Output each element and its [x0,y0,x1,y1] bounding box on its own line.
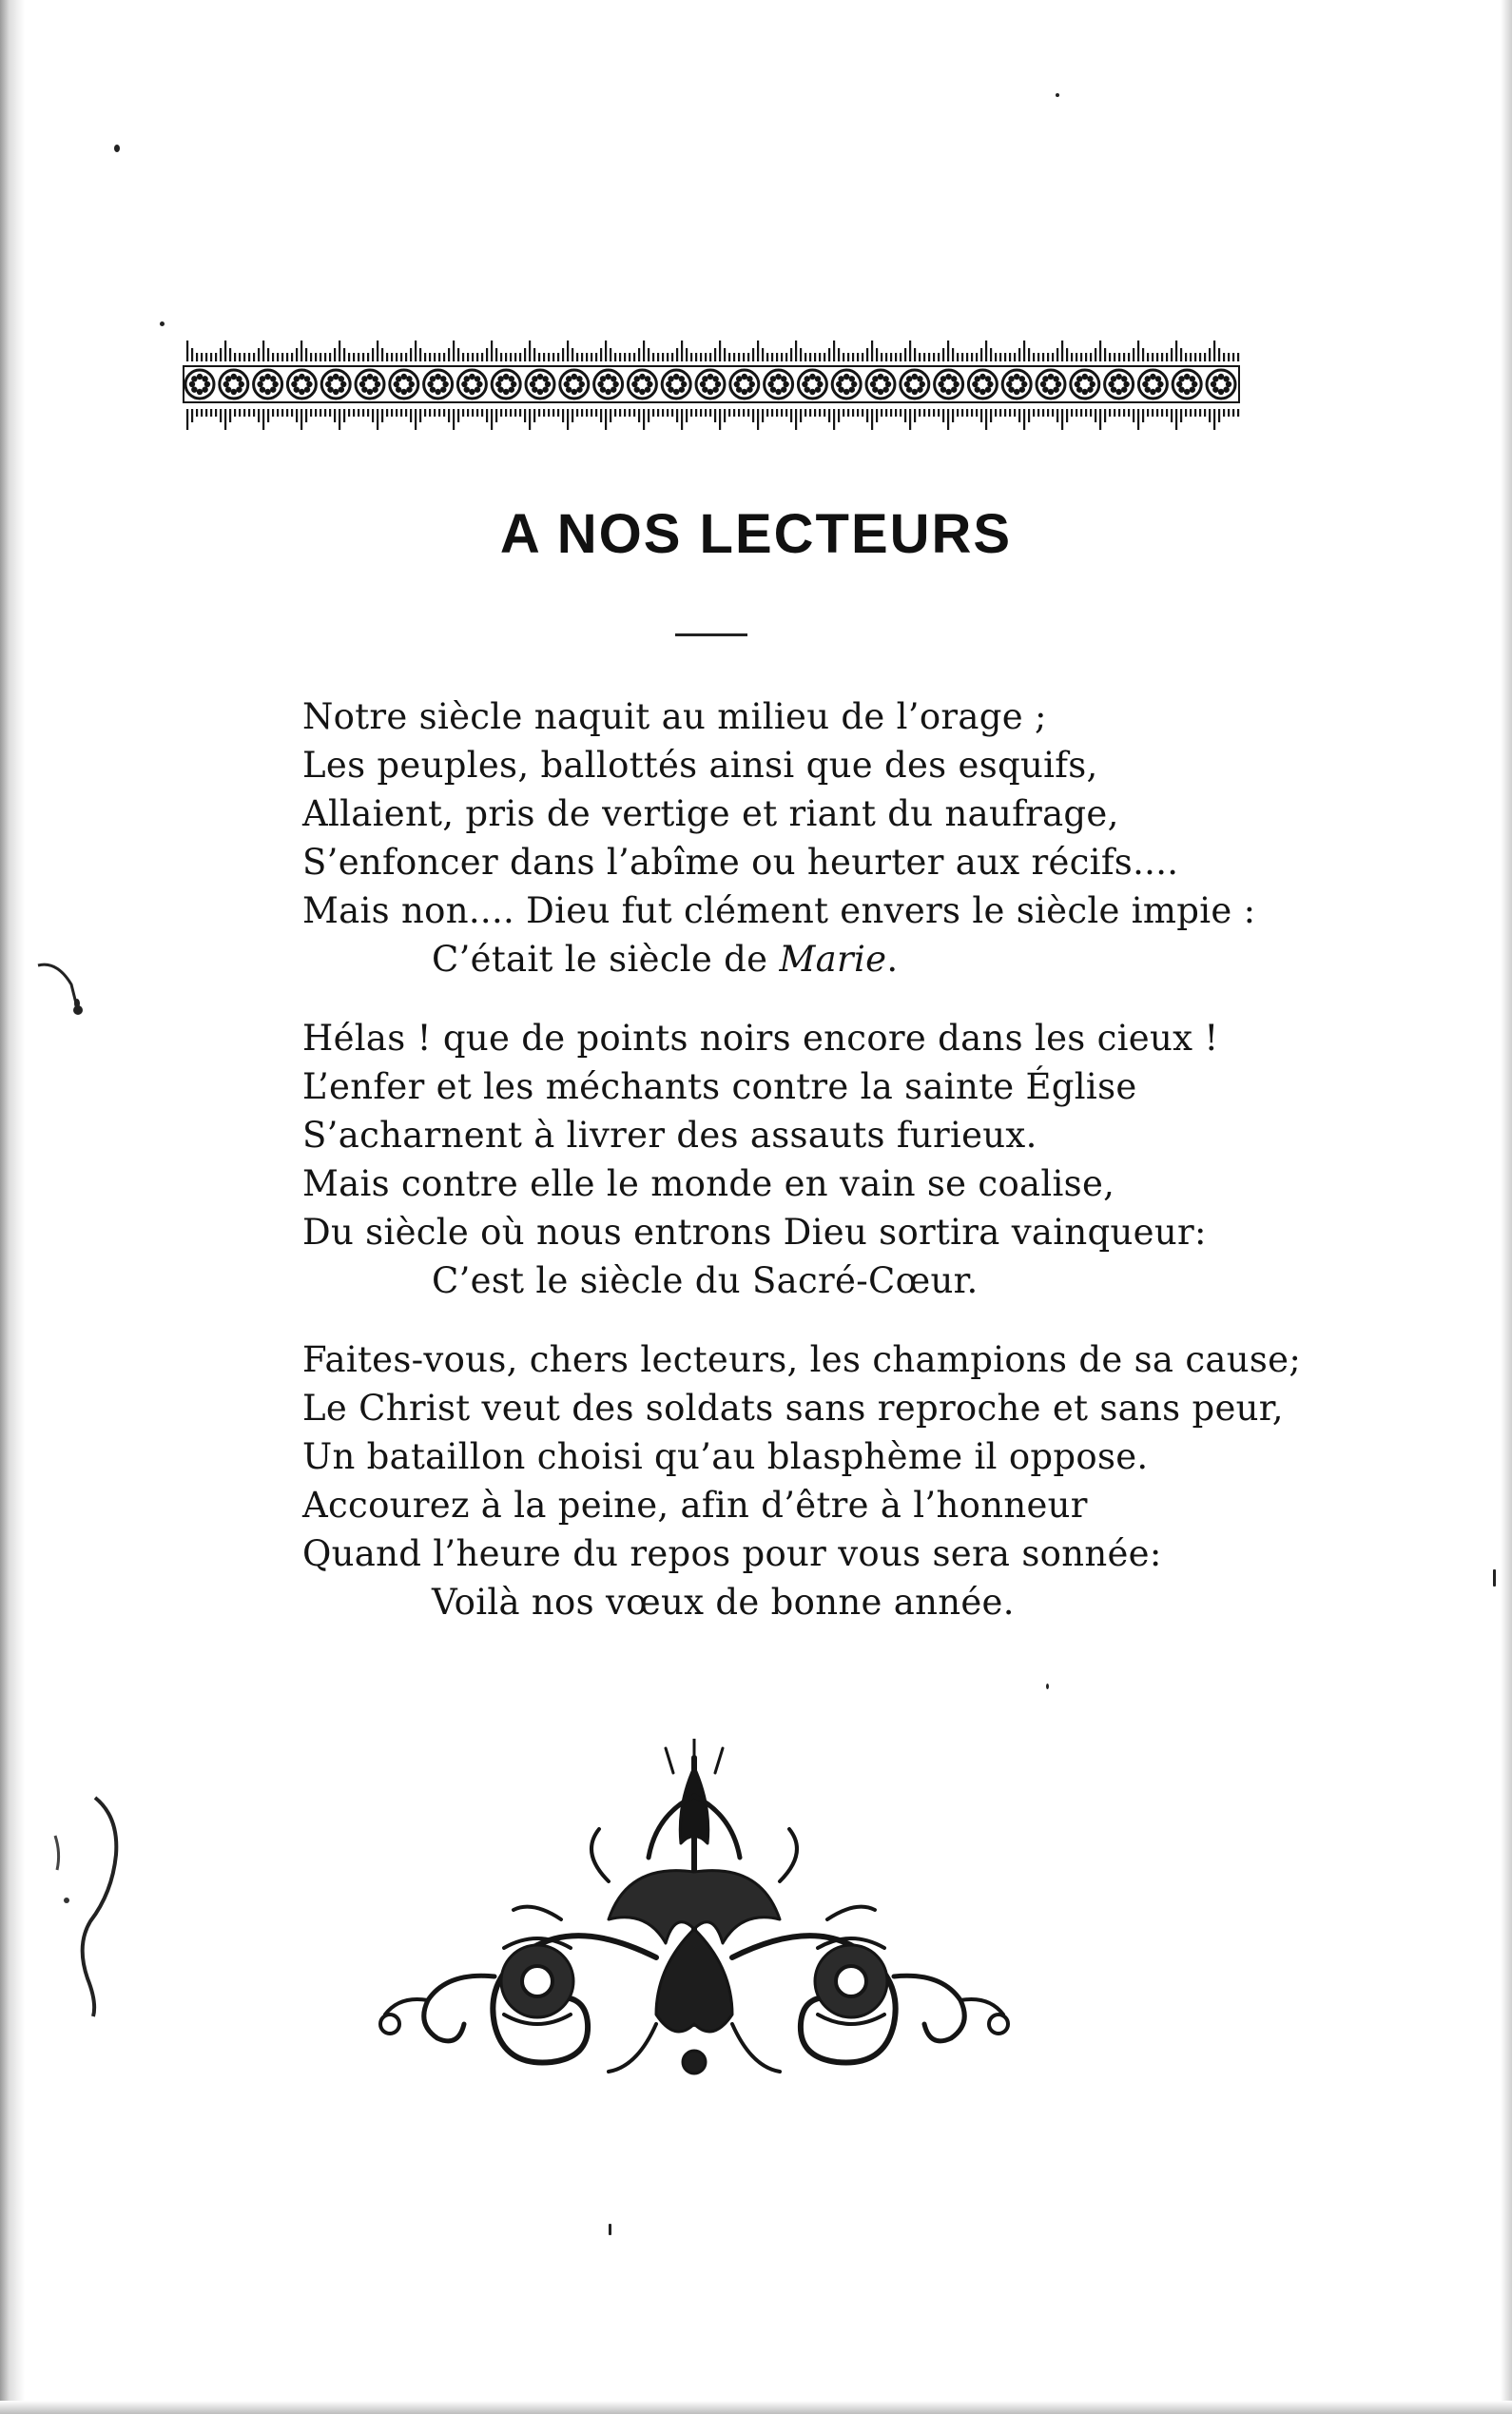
verse-line: Faites-vous, chers lecteurs, les champions de sa cause; [302,1339,1302,1380]
verse-line: Mais contre elle le monde en vain se coalise, [302,1163,1115,1204]
verse-line: Du siècle où nous entrons Dieu sortira vainqueur: [302,1212,1207,1253]
floral-vignette-icon [371,1739,1018,2100]
page-left-shadow [0,0,25,2414]
verse-line: Quand l’heure du repos pour vous sera sonnée: [302,1533,1162,1574]
verse-line: L’enfer et les méchants contre la sainte Église [302,1066,1137,1107]
refrain-line: C’est le siècle du Sacré-Cœur. [432,1260,979,1301]
scan-speck [114,145,120,152]
scan-speck [1493,1569,1496,1587]
verse-line: Hélas ! que de points noirs encore dans les cieux ! [302,1018,1219,1059]
stanza-2 [302,1014,1263,1305]
refrain-suffix: . [886,939,899,980]
verse-line: Mais non.... Dieu fut clément envers le siècle impie : [302,890,1256,931]
refrain-emphasis: Marie [779,939,887,980]
poem [302,692,1302,1657]
verse-line: Le Christ veut des soldats sans reproche et sans peur, [302,1388,1284,1429]
title-rule [675,633,747,636]
verse-line: Un bataillon choisi qu’au blasphème il oppose. [302,1436,1149,1477]
scan-speck [1046,1684,1049,1689]
margin-ink-mark [29,951,95,1037]
verse-line: S’enfoncer dans l’abîme ou heurter aux récifs.... [302,842,1179,883]
page-right-edge [1501,0,1512,2414]
verse-line: Accourez à la peine, afin d’être à l’honneur [302,1485,1088,1526]
refrain-line: Voilà nos vœux de bonne année. [432,1582,1015,1623]
scan-speck [160,321,165,326]
rosette-border-band-icon [183,333,1240,439]
stanza-1 [302,692,1263,983]
page-title: A NOS LECTEURS [499,503,1013,565]
refrain-prefix: C’était le siècle de [432,939,780,980]
verse-line: Les peuples, ballottés ainsi que des esquifs, [302,745,1098,786]
verse-line: S’acharnent à livrer des assauts furieux. [302,1115,1037,1156]
scan-speck [1056,93,1059,97]
scan-speck [609,2224,611,2235]
verse-line: Allaient, pris de vertige et riant du naufrage, [302,793,1119,834]
stanza-3 [302,1335,1302,1626]
verse-line: Notre siècle naquit au milieu de l’orage ; [302,696,1047,737]
page-bottom-shadow [0,2401,1512,2414]
margin-ink-mark [38,1779,143,2026]
refrain-line [302,935,1263,983]
